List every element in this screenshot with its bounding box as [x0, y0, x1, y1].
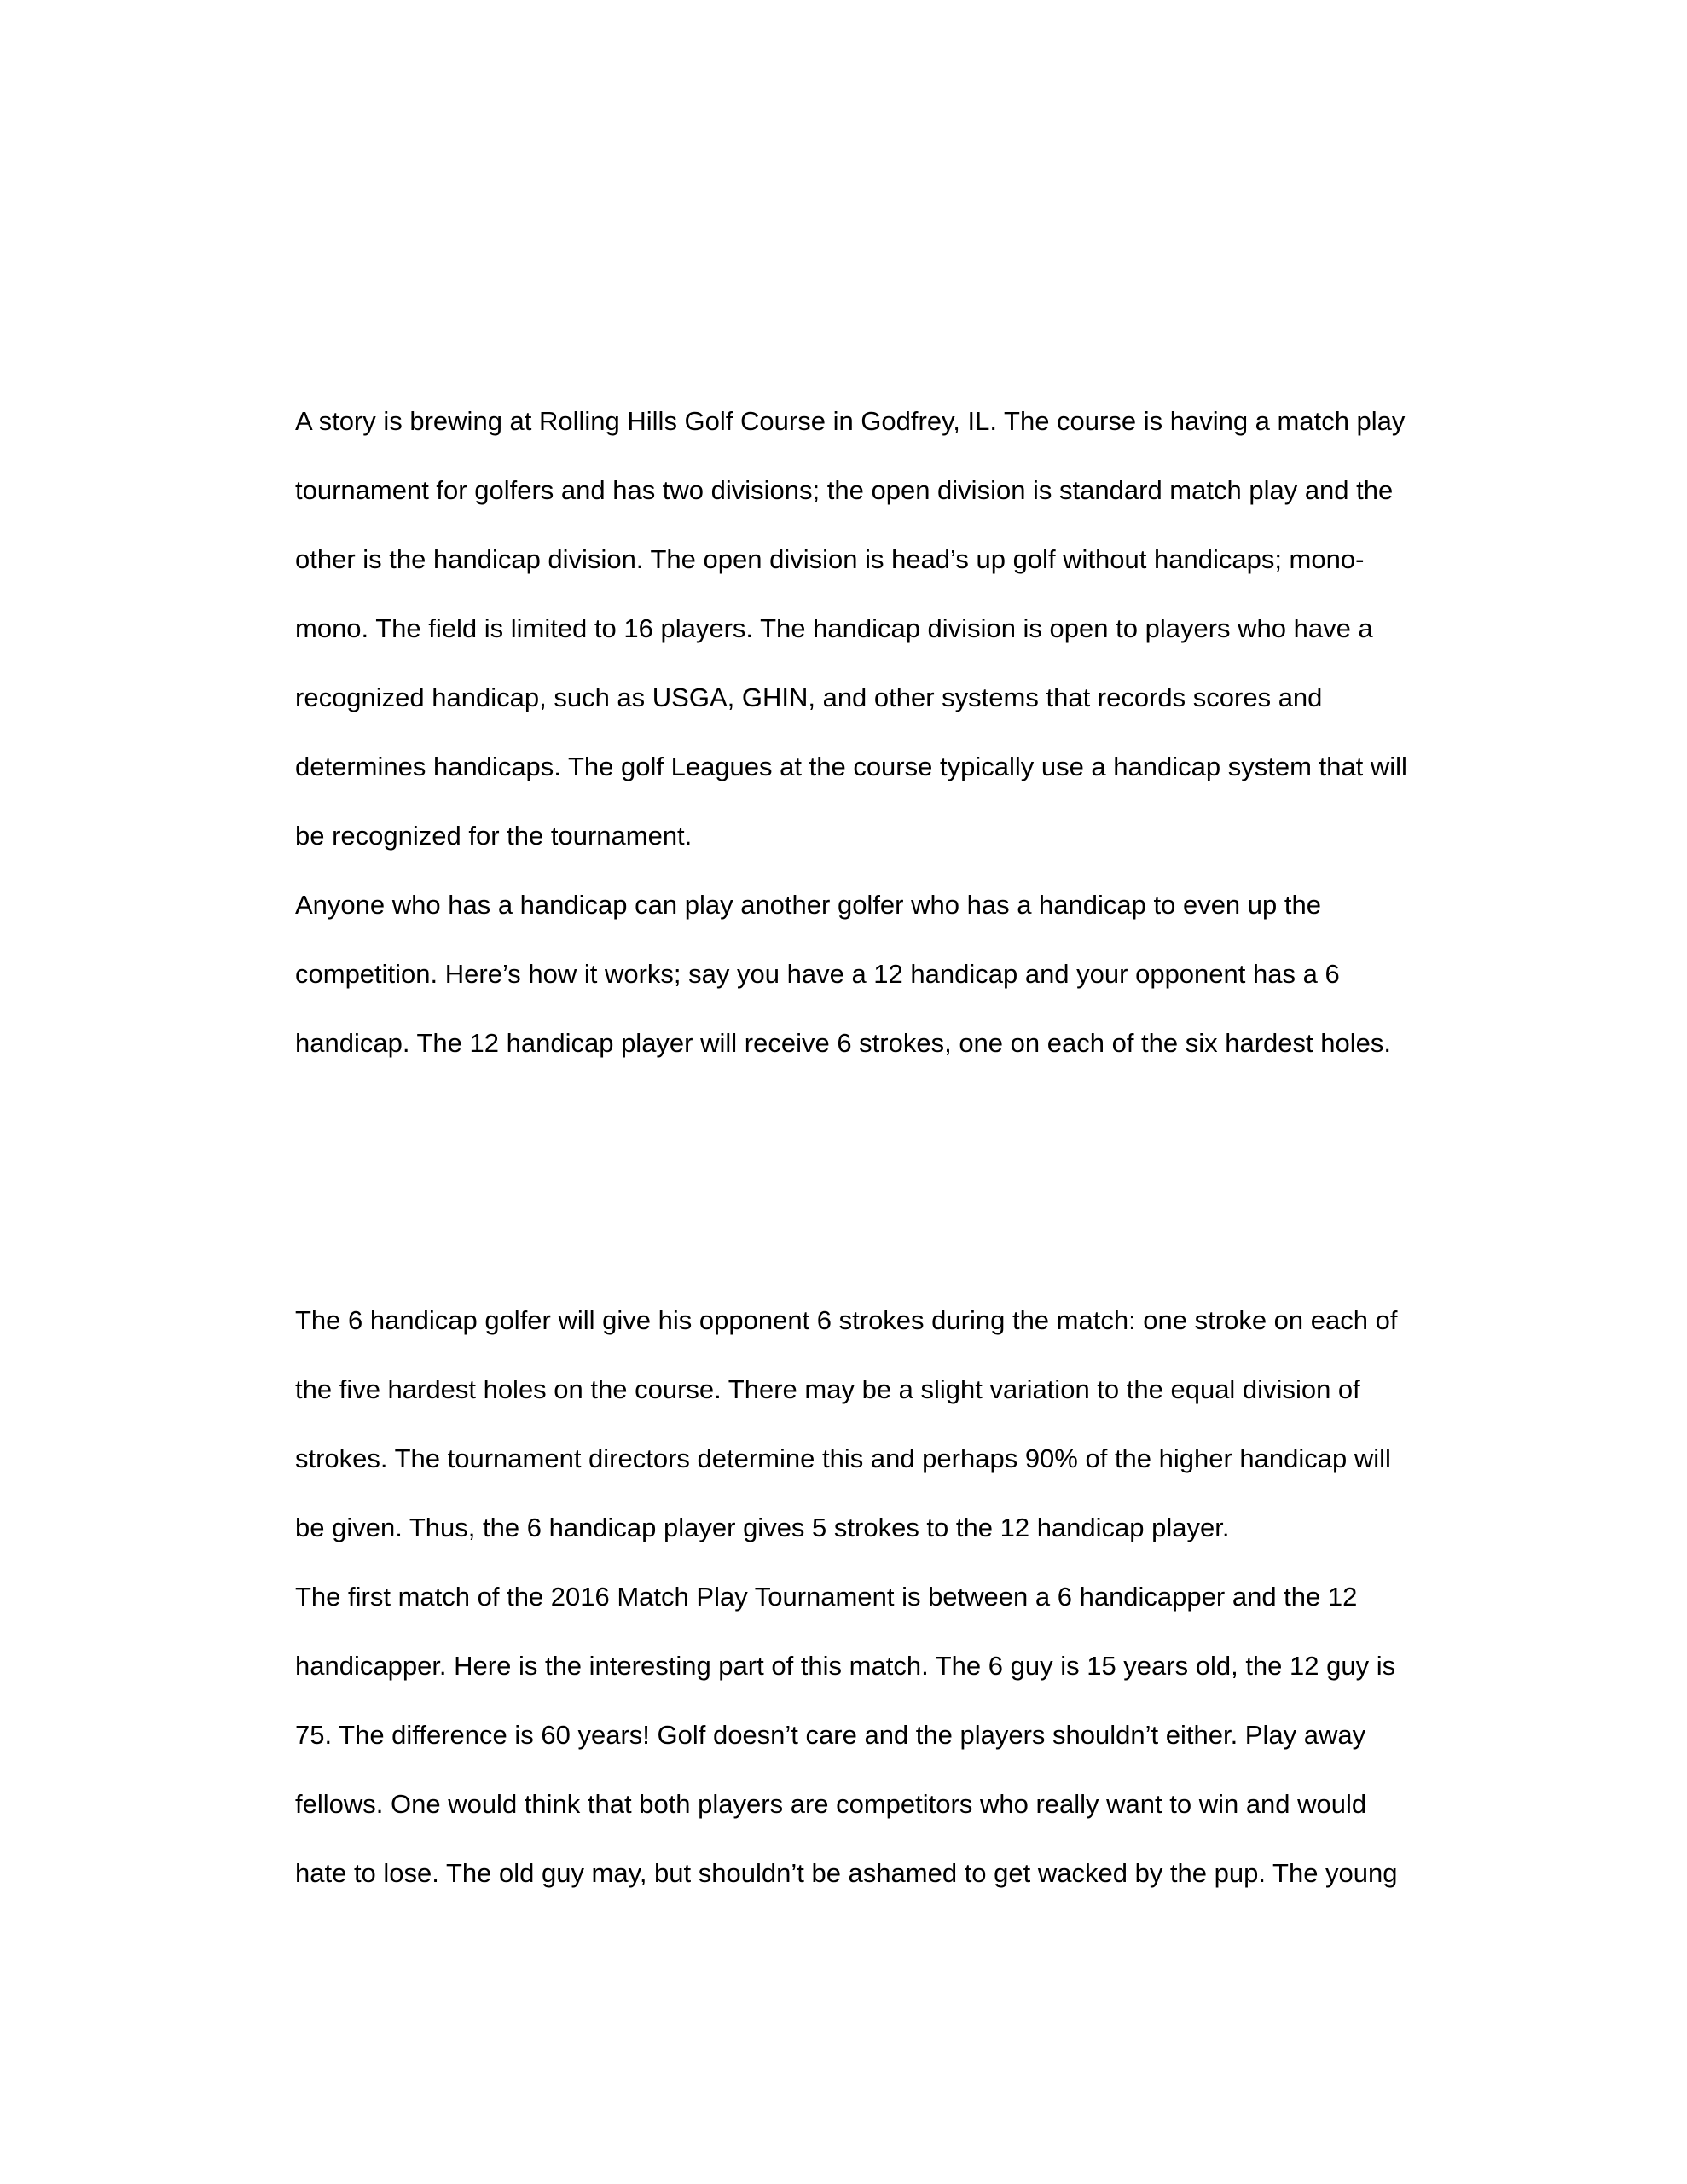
text-line: Anyone who has a handicap can play another golfer who has a handicap to even up the [295, 890, 1321, 920]
text-line: 75. The difference is 60 years! Golf doesn’t care and the players shouldn’t either. Play away [295, 1720, 1366, 1750]
text-line: be recognized for the tournament. [295, 821, 693, 851]
text-line: fellows. One would think that both players are competitors who really want to win and would [295, 1789, 1367, 1819]
text-line: the five hardest holes on the course. There may be a slight variation to the equal division of [295, 1374, 1360, 1404]
text-line: The 6 handicap golfer will give his opponent 6 strokes during the match: one stroke on each of [295, 1305, 1398, 1335]
text-line: handicapper. Here is the interesting part of this match. The 6 guy is 15 years old, the 12 guy is [295, 1651, 1396, 1681]
text-line: strokes. The tournament directors determine this and perhaps 90% of the higher handicap will [295, 1443, 1391, 1473]
text-line: competition. Here’s how it works; say you have a 12 handicap and your opponent has a 6 [295, 959, 1340, 989]
text-line: hate to lose. The old guy may, but shouldn’t be ashamed to get wacked by the pup. The young [295, 1858, 1398, 1888]
text-line: A story is brewing at Rolling Hills Golf Course in Godfrey, IL. The course is having a match play [295, 406, 1406, 436]
text-line: determines handicaps. The golf Leagues at the course typically use a handicap system that will [295, 752, 1407, 781]
text-line: handicap. The 12 handicap player will receive 6 strokes, one on each of the six hardest holes. [295, 1028, 1391, 1058]
text-line: other is the handicap division. The open division is head’s up golf without handicaps; mono- [295, 544, 1365, 574]
text-line: be given. Thus, the 6 handicap player gives 5 strokes to the 12 handicap player. [295, 1513, 1230, 1542]
text-line: The first match of the 2016 Match Play Tournament is between a 6 handicapper and the 12 [295, 1582, 1358, 1612]
text-line: mono. The field is limited to 16 players. The handicap division is open to players who have a [295, 613, 1373, 643]
text-line: tournament for golfers and has two divisions; the open division is standard match play and the [295, 475, 1394, 505]
text-line: recognized handicap, such as USGA, GHIN, and other systems that records scores and [295, 682, 1323, 712]
